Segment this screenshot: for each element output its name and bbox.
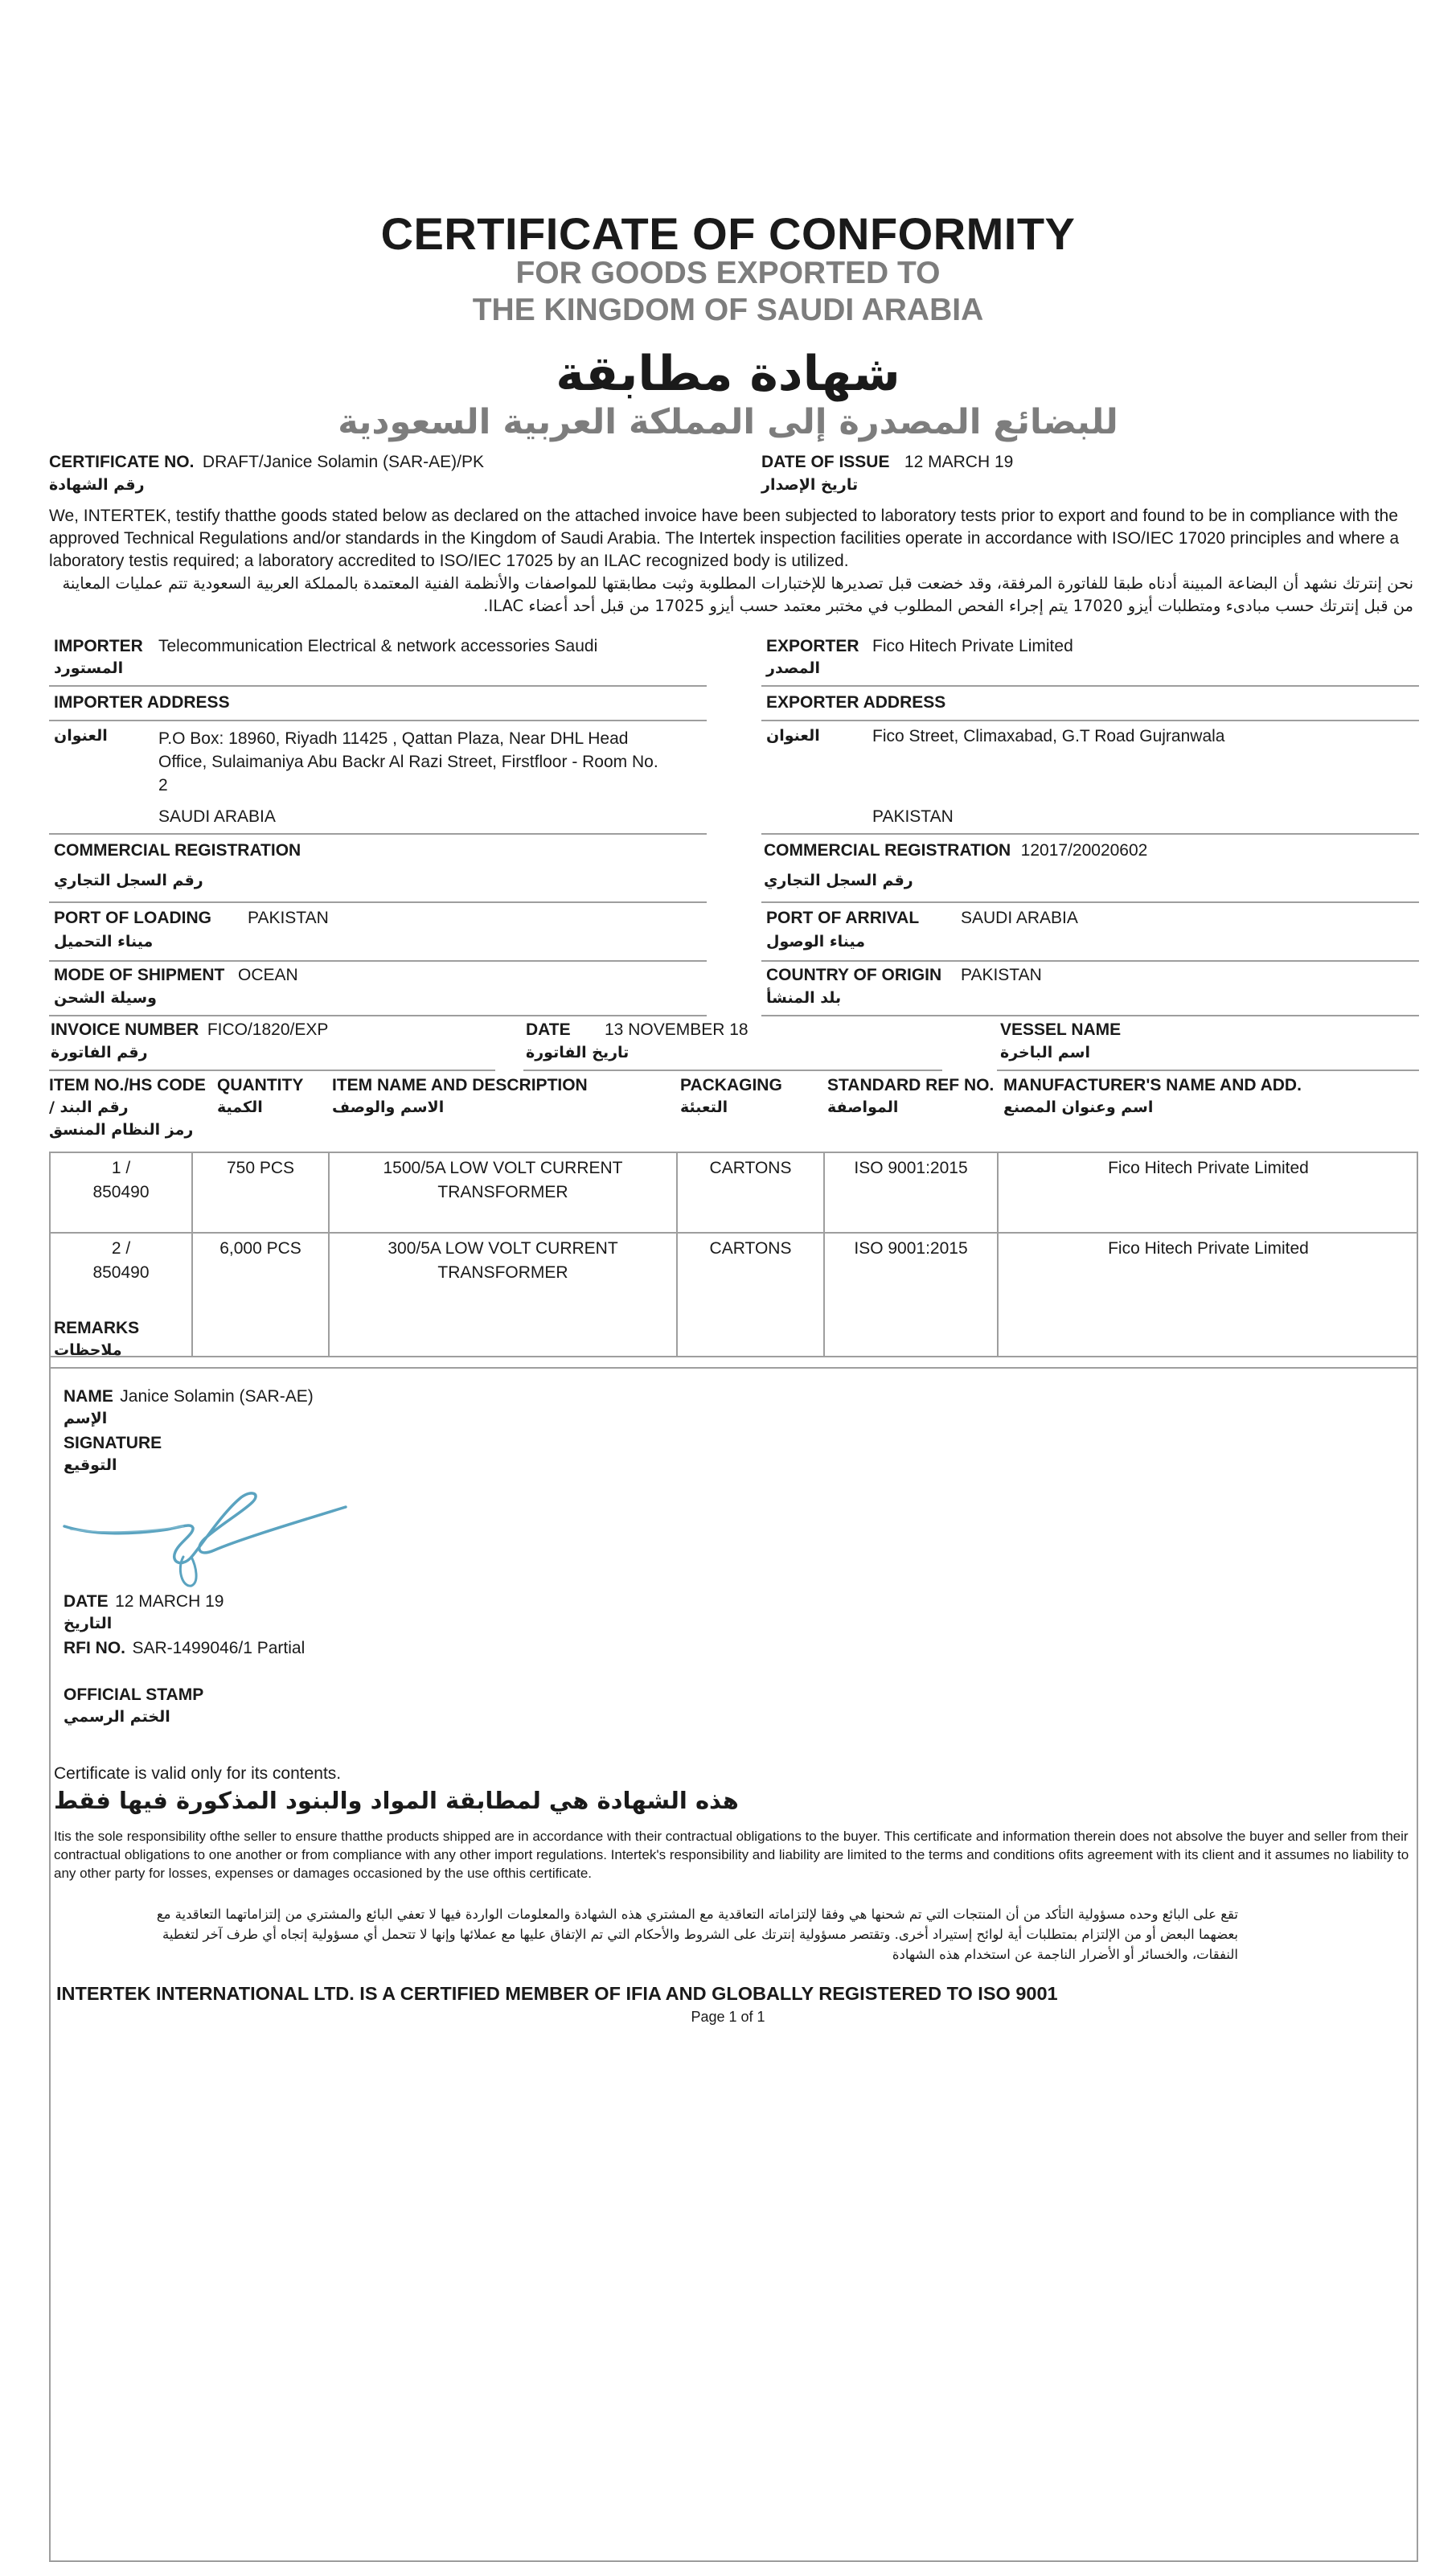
document-subtitle-line2: THE KINGDOM OF SAUDI ARABIA [472,293,984,327]
mode-of-shipment-label: MODE OF SHIPMENT [54,966,225,984]
divider [49,901,707,903]
port-of-loading-label-arabic: ميناء التحميل [54,933,154,950]
importer-address [158,727,658,797]
invoice-date-value: 13 NOVEMBER 18 [605,1020,749,1039]
divider [49,1070,495,1071]
col-header-quantity: QUANTITY [217,1076,304,1094]
date-of-issue-label: DATE OF ISSUE [761,453,890,471]
date-of-issue [761,453,1013,472]
signatory-name [64,1387,314,1406]
col-header-standard: STANDARD REF NO. [827,1076,995,1094]
description-line: 300/5A LOW VOLT CURRENT [388,1239,618,1258]
divider [49,1367,1418,1369]
divider [49,1015,707,1016]
invoice-number-value: FICO/1820/EXP [207,1020,329,1039]
exporter-address-label: EXPORTER ADDRESS [766,693,946,712]
certificate-number-label-arabic: رقم الشهادة [49,476,145,494]
col-header-manufacturer: MANUFACTURER'S NAME AND ADD. [1003,1076,1302,1094]
importer-address-line: Office, Sulaimaniya Abu Backr Al Razi Street, Firstfloor - Room No. [158,753,658,771]
rfi-number-value: SAR-1499046/1 Partial [132,1639,306,1657]
signatory-name-label: NAME [64,1387,113,1406]
quantity-cell: 6,000 PCS [219,1239,301,1258]
item-number: 1 / [111,1159,131,1177]
divider [49,685,707,687]
importer-country: SAUDI ARABIA [158,807,276,826]
col-header-item-no: ITEM NO./HS CODE [49,1076,206,1094]
conformity-statement: We, INTERTEK, testify thatthe goods stated below as declared on the attached invoice have been subjected to laboratory tests prior to export and found to be in compliance with the approved Technical Regulations and/or standards in the Kingdom of Saudi Arabia. The Intertek inspection facilities operate in accordance with ISO/IEC 17020 principles and where a laboratory testis required; a laboratory accredited to ISO/IEC 17025 by an ILAC recognized body is utilized. [49,507,1400,570]
importer-cr-label: COMMERCIAL REGISTRATION [54,841,301,860]
exporter-address-label-arabic: العنوان [766,727,820,745]
signature-label-arabic: التوقيع [64,1456,117,1474]
signatory-name-value: Janice Solamin (SAR-AE) [120,1387,314,1406]
hs-code: 850490 [92,1263,150,1282]
manufacturer-cell: Fico Hitech Private Limited [1108,1239,1309,1258]
importer-label: IMPORTER [54,637,143,655]
divider [761,720,1419,721]
invoice-number-label: INVOICE NUMBER [51,1020,199,1039]
vessel-name-label: VESSEL NAME [1000,1020,1122,1039]
exporter-cr-label-arabic: رقم السجل التجاري [764,872,913,889]
importer-address-line: 2 [158,776,168,794]
description-line: TRANSFORMER [437,1183,568,1201]
exporter-cr-label: COMMERCIAL REGISTRATION [764,841,1011,860]
validity-note-arabic: هذه الشهادة هي لمطابقة المواد والبنود المذكورة فيها فقط [54,1787,739,1814]
col-header-packaging-arabic: التعبئة [680,1098,728,1116]
importer-address-label: IMPORTER ADDRESS [54,693,230,712]
importer-address-label-arabic: العنوان [54,727,108,745]
divider [761,685,1419,687]
item-number-cell [51,1237,191,1285]
date-of-issue-label-arabic: تاريخ الإصدار [761,476,859,494]
quantity-cell: 750 PCS [226,1159,295,1177]
port-of-arrival-value: SAUDI ARABIA [961,909,1078,927]
standard-cell: ISO 9001:2015 [854,1159,968,1177]
country-of-origin-value: PAKISTAN [961,966,1042,984]
conformity-statement-arabic: نحن إنترتك نشهد أن البضاعة المبينة أدناه طبقا للفاتورة المرفقة، وقد خضعت قبل تصديرها للإختبارات المطلوبة وثبت مطابقتها للمواصفات والأنظمة الفنية المعتمدة بالمملكة العربية السعودية تتم عمليات المعاينة من قبل إنترتك حسب مبادىء ومتطلبات أيزو 17020 يتم إجراء الفحص المطلوب في مختبر معتمد حسب أيزو 17025 من قبل أحد أعضاء ILAC. [62,574,1413,615]
exporter-label: EXPORTER [766,637,859,655]
exporter-cr [764,841,1147,860]
description-cell [330,1237,676,1285]
invoice-number [51,1020,328,1040]
divider [761,833,1419,835]
page-number: Page 1 of 1 [691,2009,765,2025]
item-number: 2 / [111,1239,131,1258]
col-header-packaging: PACKAGING [680,1076,782,1094]
item-number-cell [51,1156,191,1205]
col-header-manufacturer-arabic: اسم وعنوان المصنع [1003,1098,1154,1116]
importer-label-arabic: المستورد [54,659,124,677]
divider [49,833,707,835]
hs-code: 850490 [92,1183,150,1201]
divider [761,1015,1419,1016]
invoice-date-label: DATE [526,1020,571,1039]
divider [761,960,1419,962]
certificate-number-label: CERTIFICATE NO. [49,453,195,471]
exporter-cr-value: 12017/20020602 [1020,841,1148,860]
exporter-label-arabic: المصدر [766,659,821,677]
col-header-item-name: ITEM NAME AND DESCRIPTION [332,1076,588,1094]
divider [761,901,1419,903]
remarks-label-arabic: ملاحظات [54,1341,122,1359]
packaging-cell: CARTONS [709,1159,792,1177]
disclaimer-arabic: تقع على البائع وحده مسؤولية التأكد من أن المنتجات التي تم شحنها هي وفقا لإلتزاماته التعاقدية مع المشتري هذه الشهادة والمعلومات الواردة فيها لا تعفي البائع والمشتري من إلتزاماتهما التعاقدية مع بعضهما البعض أو من الإلتزام بمتطلبات أية لوائح إستيراد أخرى. وتقتصر مسؤولية إنترتك على الشروط والأحكام التي تم الإتفاق عليها مع عملائها وإنها لا تتحمل أي مسؤولية إتجاه أي طرف آخر لتغطية النفقات، والخسائر أو الأضرار الناجمة عن استخدام هذه الشهادة [156,1907,1238,1962]
rfi-number-label: RFI NO. [64,1639,125,1657]
port-of-loading-value: PAKISTAN [248,909,329,927]
importer-cr-label-arabic: رقم السجل التجاري [54,872,203,889]
certificate-number [49,453,484,472]
col-header-quantity-arabic: الكمية [217,1098,263,1116]
divider [997,1070,1419,1071]
importer-value: Telecommunication Electrical & network accessories Saudi [158,637,598,655]
document-title: CERTIFICATE OF CONFORMITY [380,208,1076,259]
exporter-country: PAKISTAN [872,807,954,826]
description-line: TRANSFORMER [437,1263,568,1282]
signatory-name-label-arabic: الإسم [64,1410,108,1427]
col-header-standard-arabic: المواصفة [827,1098,899,1116]
validity-note: Certificate is valid only for its contents. [54,1764,342,1783]
col-header-item-no-arabic: رقم البند / [49,1098,129,1116]
port-of-arrival-label-arabic: ميناء الوصول [766,933,866,950]
mode-of-shipment-label-arabic: وسيلة الشحن [54,989,157,1007]
date-of-issue-value: 12 MARCH 19 [904,453,1014,471]
divider [49,960,707,962]
footer-statement: INTERTEK INTERNATIONAL LTD. IS A CERTIFIED MEMBER OF IFIA AND GLOBALLY REGISTERED TO ISO 9001 [56,1983,1058,2004]
port-of-loading-label: PORT OF LOADING [54,909,211,927]
signoff-date-label-arabic: التاريخ [64,1615,113,1632]
official-stamp-label: OFFICIAL STAMP [64,1685,204,1704]
document-title-arabic: شهادة مطابقة [556,346,900,402]
packaging-cell: CARTONS [709,1239,792,1258]
certificate-number-value: DRAFT/Janice Solamin (SAR-AE)/PK [202,453,484,471]
mode-of-shipment-value: OCEAN [238,966,298,984]
invoice-date-label-arabic: تاريخ الفاتورة [526,1044,630,1061]
importer-address-line: P.O Box: 18960, Riyadh 11425 , Qattan Plaza, Near DHL Head [158,729,629,748]
signature-label: SIGNATURE [64,1434,162,1452]
exporter-address: Fico Street, Climaxabad, G.T Road Gujranwala [872,727,1225,745]
signoff-date [64,1592,224,1612]
official-stamp-label-arabic: الختم الرسمي [64,1708,170,1726]
divider [49,1232,1418,1234]
col-header-item-name-arabic: الاسم والوصف [332,1098,445,1116]
standard-cell: ISO 9001:2015 [854,1239,968,1258]
exporter-value: Fico Hitech Private Limited [872,637,1073,655]
signoff-date-label: DATE [64,1592,109,1611]
vessel-name-label-arabic: اسم الباخرة [1000,1044,1090,1061]
manufacturer-cell: Fico Hitech Private Limited [1108,1159,1309,1177]
rfi-number [64,1639,305,1658]
handwritten-signature [63,1478,352,1592]
col-header-hs-code-arabic: رمز النظام المنسق [49,1121,194,1139]
country-of-origin-label: COUNTRY OF ORIGIN [766,966,942,984]
remarks-label: REMARKS [54,1319,140,1337]
invoice-number-label-arabic: رقم الفاتورة [51,1044,148,1061]
description-line: 1500/5A LOW VOLT CURRENT [383,1159,623,1177]
divider [523,1070,942,1071]
divider [49,720,707,721]
document-subtitle-arabic: للبضائع المصدرة إلى المملكة العربية السعودية [338,402,1118,442]
description-cell [330,1156,676,1205]
document-subtitle-line1: FOR GOODS EXPORTED TO [515,256,941,290]
country-of-origin-label-arabic: بلد المنشأ [766,989,842,1007]
port-of-arrival-label: PORT OF ARRIVAL [766,909,920,927]
signoff-date-value: 12 MARCH 19 [115,1592,224,1611]
divider [49,1356,1418,1357]
disclaimer: Itis the sole responsibility ofthe seller to ensure thatthe products shipped are in accordance with their contractual obligations to the buyer. This certificate and information therein does not absolve the buyer and seller from their contractual obligations to one another or from compliance with any other import regulations. Intertek's responsibility and liability are limited to the terms and conditions ofits agreement with its client and it assumes no liability to any other party for losses, expenses or damages occasioned by the use ofthis certificate. [54,1829,1409,1881]
